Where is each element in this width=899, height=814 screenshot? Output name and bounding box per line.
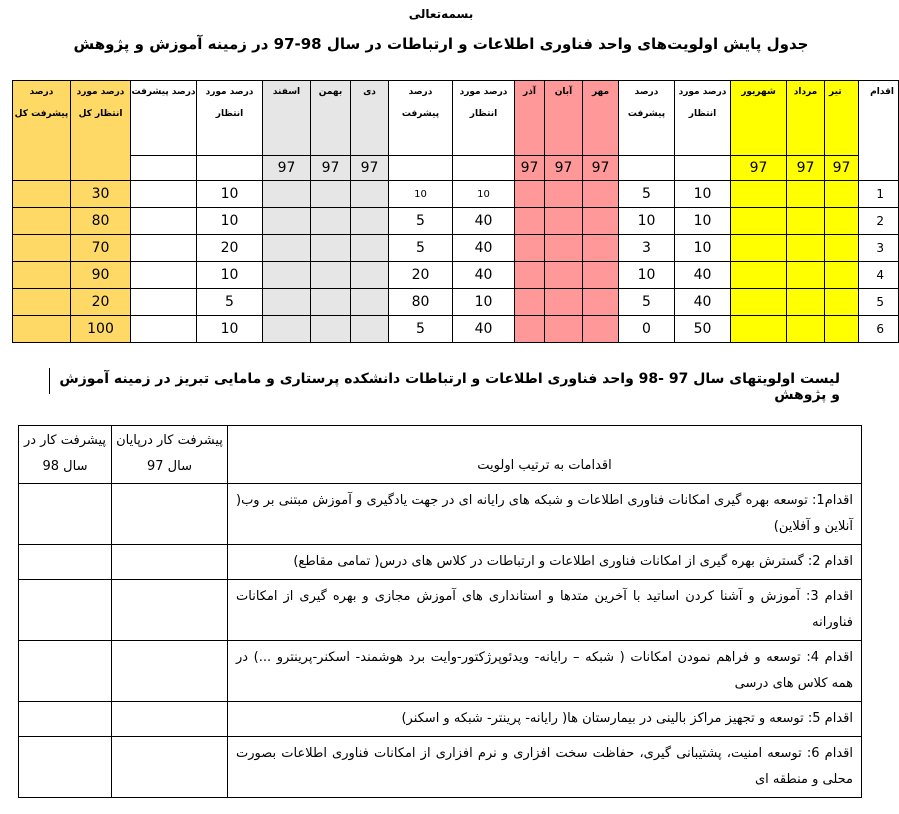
empty-cell [389,156,453,181]
step-number-cell: 2 [859,208,899,235]
empty-cell [731,208,787,235]
progress-97-cell[interactable] [112,545,228,580]
progress-cell: 80 [389,289,453,316]
action-cell: اقدام 6: توسعه امنیت، پشتیبانی گیری، حفاظت سخت افزاری و نرم افزاری از امکانات فناوری اطلاعات بصورت محلی و منطقه ای [228,737,862,798]
empty-cell [13,262,71,289]
empty-cell [515,208,545,235]
action-cell: اقدام 3: آموزش و آشنا کردن اساتید با آخرین متدها و استانداری های آموزش مجازی و بهره گیری از امکانات فناورانه [228,580,862,641]
empty-cell [787,316,825,343]
expected-cell: 10 [197,316,263,343]
empty-cell [787,289,825,316]
header-esfand: اسفند [263,81,311,156]
header-expected-2: درصد مورد انتظار [453,81,515,156]
expected-cell: 10 [197,181,263,208]
empty-cell [675,156,731,181]
empty-cell [351,235,389,262]
empty-cell [583,289,619,316]
header-step: اقدام [859,81,899,181]
table-row [19,580,862,641]
expected-cell: 40 [453,316,515,343]
empty-cell [583,316,619,343]
table-header-row [19,426,862,484]
empty-cell [311,316,351,343]
year-cell: 97 [825,156,859,181]
header-progress-98: پیشرفت کار در سال 98 [19,426,112,484]
action-cell: اقدام 2: گسترش بهره گیری از امکانات فناوری اطلاعات و ارتباطات در کلاس های درس( تمامی مقاطع) [228,545,862,580]
empty-cell [13,289,71,316]
header-progress-3: درصد پیشرفت [131,81,197,156]
empty-cell [583,208,619,235]
year-cell: 97 [351,156,389,181]
progress-cell: 5 [389,316,453,343]
header-tir: تیر [825,81,859,156]
empty-cell [311,208,351,235]
expected-cell: 10 [675,181,731,208]
empty-cell [13,208,71,235]
page-title: جدول پایش اولویت‌های واحد فناوری اطلاعات و ارتباطات در سال 98-97 در زمینه آموزش و پژوهش [73,35,809,53]
header-expected-1: درصد مورد انتظار [675,81,731,156]
progress-cell: 3 [619,235,675,262]
expected-cell: 10 [197,208,263,235]
progress-98-cell[interactable] [19,484,112,545]
empty-cell [351,181,389,208]
empty-cell [731,316,787,343]
empty-cell [351,262,389,289]
empty-cell [131,289,197,316]
empty-cell [515,235,545,262]
empty-cell [825,316,859,343]
empty-cell [787,181,825,208]
header-expected-3: درصد مورد انتظار [197,81,263,156]
empty-cell [263,208,311,235]
empty-cell [545,181,583,208]
progress-cell: 5 [389,208,453,235]
action-cell: اقدام1: توسعه بهره گیری امکانات فناوری اطلاعات و شبکه های رایانه ای در جهت یادگیری و آموزش مبتنی بر وب( آنلاین و آفلاین) [228,484,862,545]
step-number-cell: 6 [859,316,899,343]
progress-97-cell[interactable] [112,737,228,798]
header-aban: آبان [545,81,583,156]
header-shahrivar: شهریور [731,81,787,156]
empty-cell [13,181,71,208]
progress-98-cell[interactable] [19,641,112,702]
progress-98-cell[interactable] [19,737,112,798]
year-cell: 97 [263,156,311,181]
empty-cell [787,208,825,235]
empty-cell [545,235,583,262]
empty-cell [453,156,515,181]
empty-cell [787,262,825,289]
year-cell: 97 [311,156,351,181]
expected-cell: 5 [197,289,263,316]
progress-cell: 5 [389,235,453,262]
empty-cell [583,181,619,208]
progress-97-cell[interactable] [112,641,228,702]
progress-cell: 20 [389,262,453,289]
table-row [19,484,862,545]
header-mehr: مهر [583,81,619,156]
progress-cell: 10 [389,181,453,208]
expected-cell: 50 [675,316,731,343]
table-row [13,316,899,343]
expected-cell: 10 [675,235,731,262]
action-cell: اقدام 4: توسعه و فراهم نمودن امکانات ( شبکه – رایانه- ویدئوپرژکتور-وایت برد هوشمند- اسکنر-پرینترو ...) در همه کلاس های درسی [228,641,862,702]
expected-cell: 10 [453,289,515,316]
empty-cell [311,181,351,208]
header-progress-97: پیشرفت کار درپایان سال 97 [112,426,228,484]
progress-98-cell[interactable] [19,702,112,737]
empty-cell [825,289,859,316]
expected-cell: 10 [453,181,515,208]
table-body [19,484,862,798]
expected-cell: 40 [453,262,515,289]
table-row [13,181,899,208]
table-row [13,262,899,289]
empty-cell [263,289,311,316]
expected-total-cell: 30 [71,181,131,208]
table-row [19,545,862,580]
empty-cell [731,235,787,262]
expected-cell: 40 [453,235,515,262]
empty-cell [131,316,197,343]
bismillah-heading: بسمه‌تعالی [408,7,474,21]
year-cell: 97 [515,156,545,181]
progress-cell: 5 [619,289,675,316]
header-progress-2: درصد پیشرفت [389,81,453,156]
progress-98-cell[interactable] [19,580,112,641]
empty-cell [731,289,787,316]
priority-list-table [18,425,862,798]
expected-total-cell: 70 [71,235,131,262]
empty-cell [13,235,71,262]
step-number-cell: 4 [859,262,899,289]
expected-total-cell: 80 [71,208,131,235]
table-header-row [13,81,899,156]
table-row [13,208,899,235]
progress-cell: 10 [619,262,675,289]
empty-cell [583,262,619,289]
expected-cell: 40 [675,289,731,316]
step-number-cell: 5 [859,289,899,316]
text-cursor [49,368,50,394]
empty-cell [545,262,583,289]
empty-cell [545,316,583,343]
empty-cell [515,289,545,316]
year-cell: 97 [731,156,787,181]
step-number-cell: 1 [859,181,899,208]
empty-cell [131,235,197,262]
empty-cell [311,235,351,262]
header-progress-1: درصد پیشرفت [619,81,675,156]
empty-cell [515,262,545,289]
year-cell: 97 [545,156,583,181]
empty-cell [131,181,197,208]
progress-cell: 10 [619,208,675,235]
empty-cell [263,181,311,208]
expected-total-cell: 90 [71,262,131,289]
empty-cell [619,156,675,181]
progress-97-cell[interactable] [112,484,228,545]
empty-cell [515,181,545,208]
empty-cell [545,208,583,235]
monitoring-table [12,80,899,343]
progress-98-cell[interactable] [19,545,112,580]
empty-cell [311,289,351,316]
header-progress-total: درصد پیشرفت کل [13,81,71,181]
expected-cell: 40 [675,262,731,289]
empty-cell [583,235,619,262]
empty-cell [351,289,389,316]
expected-total-cell: 20 [71,289,131,316]
empty-cell [131,262,197,289]
empty-cell [545,289,583,316]
progress-cell: 5 [619,181,675,208]
empty-cell [731,181,787,208]
table-row [19,702,862,737]
progress-97-cell[interactable] [112,580,228,641]
table-row [19,737,862,798]
header-azar: آذر [515,81,545,156]
empty-cell [825,235,859,262]
step-number-cell: 3 [859,235,899,262]
year-cell: 97 [787,156,825,181]
year-cell: 97 [583,156,619,181]
year-row [13,156,899,181]
expected-cell: 20 [197,235,263,262]
empty-cell [311,262,351,289]
empty-cell [263,262,311,289]
expected-total-cell: 100 [71,316,131,343]
header-actions: اقدامات به ترتیب اولویت [228,426,862,484]
header-mordad: مرداد [787,81,825,156]
action-cell: اقدام 5: توسعه و تجهیز مراکز بالینی در بیمارستان ها( رایانه- پرینتر- شبکه و اسکنر) [228,702,862,737]
empty-cell [197,156,263,181]
empty-cell [787,235,825,262]
empty-cell [131,156,197,181]
empty-cell [825,208,859,235]
progress-97-cell[interactable] [112,702,228,737]
header-dey: دی [351,81,389,156]
empty-cell [13,316,71,343]
expected-cell: 10 [197,262,263,289]
empty-cell [731,262,787,289]
list-title: لیست اولویتهای سال 97 -98 واحد فناوری اطلاعات و ارتباطات دانشکده پرستاری و مامایی تبریز در زمینه آموزش و پژوهش [59,371,840,403]
empty-cell [825,262,859,289]
progress-cell: 0 [619,316,675,343]
empty-cell [515,316,545,343]
table-body [13,181,899,343]
table-row [19,641,862,702]
empty-cell [825,181,859,208]
header-bahman: بهمن [311,81,351,156]
empty-cell [263,235,311,262]
table-row [13,235,899,262]
header-expected-total: درصد مورد انتظار کل [71,81,131,181]
empty-cell [131,208,197,235]
empty-cell [351,208,389,235]
empty-cell [263,316,311,343]
expected-cell: 40 [453,208,515,235]
empty-cell [351,316,389,343]
expected-cell: 10 [675,208,731,235]
table-row [13,289,899,316]
